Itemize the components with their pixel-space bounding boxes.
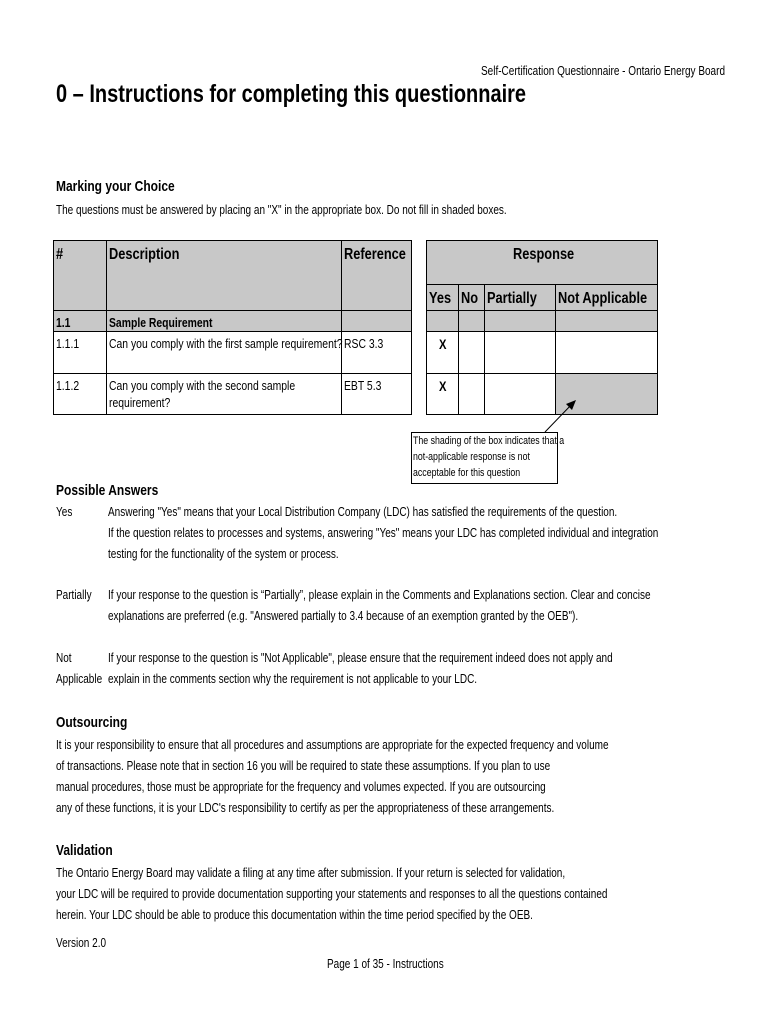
validation-line: The Ontario Energy Board may validate a filing at any time after submission. If your return is selected for validation, xyxy=(56,866,566,880)
response-mark: X xyxy=(439,336,447,352)
answer-partially-line: If your response to the question is “Partially”, please explain in the Comments and Explanations section. Clear and concise xyxy=(108,588,651,602)
answer-na-label: Not xyxy=(56,651,72,665)
possible-answers-heading: Possible Answers xyxy=(56,482,159,499)
answer-na-label: Applicable xyxy=(56,672,103,686)
validation-line: herein. Your LDC should be able to produce this documentation within the time period specified by the OEB. xyxy=(56,908,533,922)
answer-yes-line: testing for the functionality of the system or process. xyxy=(108,547,339,561)
callout-line: The shading of the box indicates that a xyxy=(413,435,565,447)
row-num: 1.1.2 xyxy=(56,378,80,393)
col-desc-label: Description xyxy=(109,246,180,263)
row-num: 1.1.1 xyxy=(56,336,80,351)
answer-na-line: explain in the comments section why the requirement is not applicable to your LDC. xyxy=(108,672,478,686)
row-desc-line2: requirement? xyxy=(109,395,171,410)
answer-yes-line: Answering "Yes" means that your Local Distribution Company (LDC) has satisfied the requirements of the question. xyxy=(108,505,618,519)
resp-partially-label: Partially xyxy=(487,290,537,307)
answer-yes-label: Yes xyxy=(56,505,73,519)
answer-na-line: If your response to the question is "Not Applicable", please ensure that the requirement indeed does not apply and xyxy=(108,651,613,665)
row-num: 1.1 xyxy=(56,315,71,330)
row-desc: Can you comply with the first sample requirement? xyxy=(109,336,343,351)
shading-callout xyxy=(411,432,565,484)
marking-text: The questions must be answered by placing an "X" in the appropriate box. Do not fill in shaded boxes. xyxy=(56,203,507,217)
answer-partially-label: Partially xyxy=(56,588,92,602)
row-ref: EBT 5.3 xyxy=(344,378,382,393)
marking-heading: Marking your Choice xyxy=(56,178,175,195)
col-num-label: # xyxy=(56,246,64,263)
outsourcing-line: any of these functions, it is your LDC's responsibility to certify as per the appropriateness of these arrangements. xyxy=(56,801,555,815)
validation-heading: Validation xyxy=(56,842,113,859)
answer-yes-line: If the question relates to processes and systems, answering "Yes" means your LDC has completed individual and integration xyxy=(108,526,659,540)
answer-partially-line: explanations are preferred (e.g. "Answered partially to 3.4 because of an exemption granted by the OEB"). xyxy=(108,609,579,623)
col-ref-label: Reference xyxy=(344,246,406,263)
resp-na-label: Not Applicable xyxy=(558,290,648,307)
resp-yes-label: Yes xyxy=(429,290,452,307)
row-ref: RSC 3.3 xyxy=(344,336,384,351)
callout-line: not-applicable response is not xyxy=(413,451,530,463)
document-title: Self-Certification Questionnaire - Ontario Energy Board xyxy=(481,64,726,78)
row-desc: Sample Requirement xyxy=(109,315,213,330)
callout-line: acceptable for this question xyxy=(413,467,521,479)
outsourcing-line: It is your responsibility to ensure that all procedures and assumptions are appropriate for the expected frequency and volume xyxy=(56,738,609,752)
version-label: Version 2.0 xyxy=(56,936,107,950)
response-mark: X xyxy=(439,378,447,394)
outsourcing-line: of transactions. Please note that in section 16 you will be required to state these assumptions. If you plan to use xyxy=(56,759,551,773)
validation-line: your LDC will be required to provide documentation supporting your statements and responses to all the questions contained xyxy=(56,887,608,901)
resp-no-label: No xyxy=(461,290,479,307)
page-title: 0 – Instructions for completing this questionnaire xyxy=(56,80,527,108)
outsourcing-heading: Outsourcing xyxy=(56,714,128,731)
row-desc-line1: Can you comply with the second sample xyxy=(109,378,296,393)
page-number: Page 1 of 35 - Instructions xyxy=(327,957,444,971)
col-response-label: Response xyxy=(513,246,575,263)
outsourcing-line: manual procedures, those must be appropriate for the frequency and volumes expected. If you are outsourcing xyxy=(56,780,546,794)
